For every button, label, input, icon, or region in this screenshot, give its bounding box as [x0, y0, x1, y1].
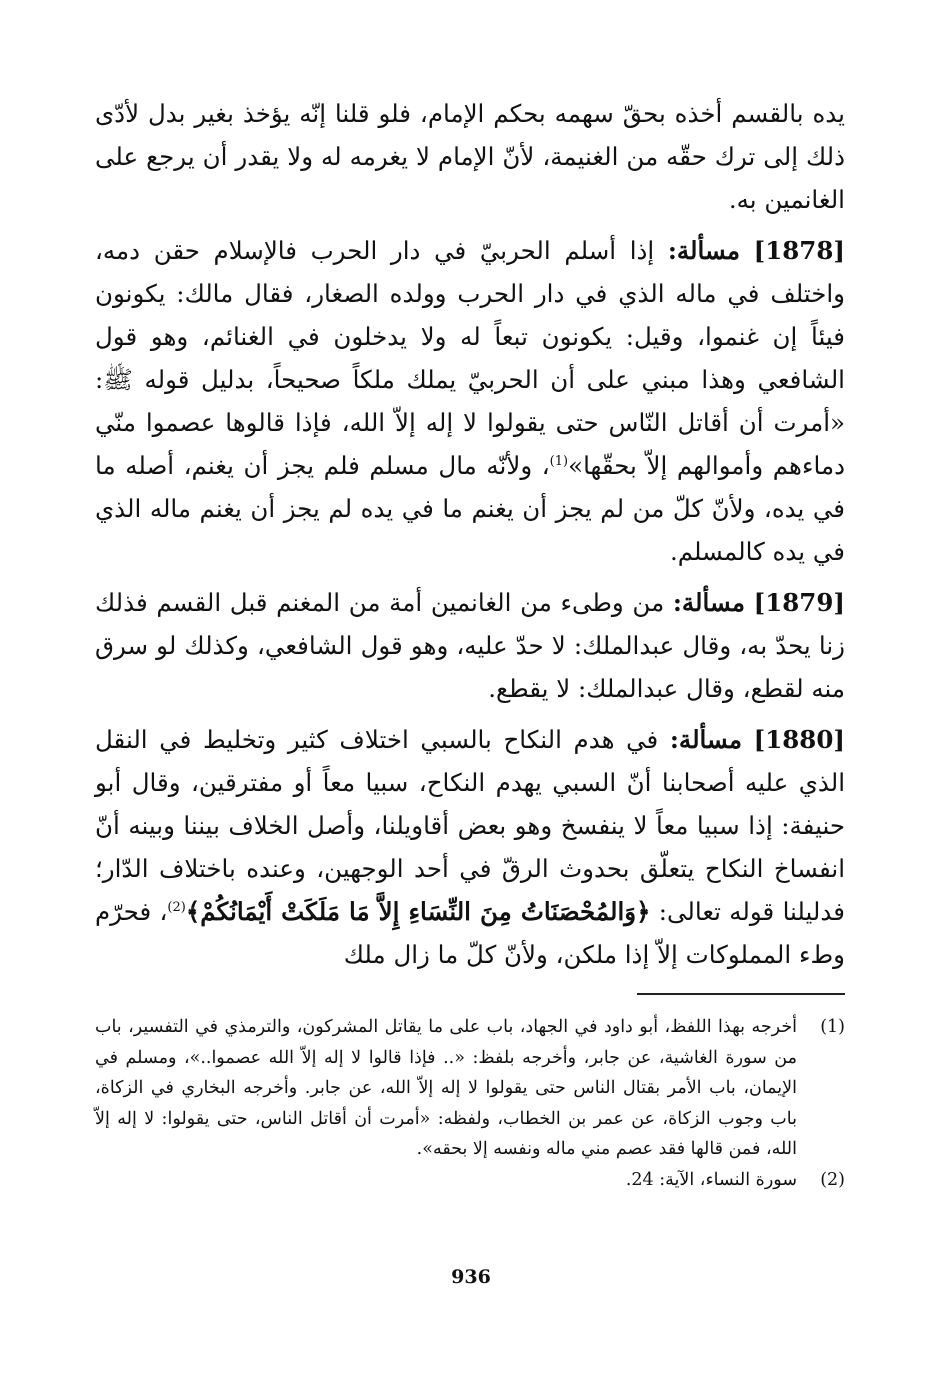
footnote-ref: (1): [549, 453, 569, 469]
main-text: [95, 92, 845, 976]
issue-number: [1880]: [753, 725, 845, 754]
footnote-text: أخرجه بهذا اللفظ، أبو داود في الجهاد، باب على ما يقاتل المشركون، والترمذي في التفسير، باب من سورة الغاشية، عن جابر، وأخرجه بلفظ: «.. فإذا قالوا لا إله إلاّ الله عصموا..»، ومسلم في الإيمان، باب الأمر بقتال الناس حتى يقولوا لا إله إلاّ الله، عن جابر. وأخرجه البخاري في الزكاة، باب وجوب الزكاة، عن عمر بن الخطاب، ولفظه: «أمرت أن أقاتل الناس، حتى يقولوا: لا إله إلاّ الله، فمن قالها فقد عصم مني ماله ونفسه إلا بحقه».: [95, 1017, 797, 1159]
footnote-text: سورة النساء، الآية: 24.: [625, 1169, 797, 1190]
issue-text: من وطىء من الغانمين أمة من المغنم قبل القسم فذلك زنا يحدّ به، وقال عبدالملك: لا حدّ عليه، وهو قول الشافعي، وكذلك لو سرق منه لقطع، وقال عبدالملك: لا يقطع.: [95, 588, 845, 703]
issue-1878: [95, 229, 845, 573]
issue-label: مسألة:: [672, 588, 745, 617]
issue-number: [1878]: [753, 236, 845, 265]
issue-label: مسألة:: [669, 725, 742, 754]
issue-label: مسألة:: [667, 236, 740, 265]
issue-text-cont: ، فحرّم وطء المملوكات إلاّ إذا ملكن، ولأنّ كلّ ما زال ملك: [95, 897, 845, 969]
quran-verse: ﴿وَالمُحْصَنَاتُ مِنَ النِّسَاءِ إِلاَّ مَا مَلَكَتْ أَيْمَانُكُمْ﴾: [185, 897, 651, 926]
issue-number: [1879]: [753, 588, 845, 617]
footnote-number: (2): [820, 1169, 845, 1190]
issue-text-cont: ، ولأنّه مال مسلم فلم يجز أن يغنم، أصله ما في يده، ولأنّ كلّ من لم يجز أن يغنم ما في يده لم يجز أن يغنم ماله الذي في يده كالمسلم.: [95, 451, 845, 566]
page-number: 936: [451, 1266, 491, 1288]
paragraph-text: يده بالقسم أخذه بحقّ سهمه بحكم الإمام، فلو قلنا إنّه يؤخذ بغير بدل لأدّى ذلك إلى ترك حقّه من الغنيمة، لأنّ الإمام لا يغرمه له ولا يقدر أن يرجع على الغانمين به.: [95, 99, 845, 214]
issue-1879: [95, 581, 845, 710]
footnote-ref: (2): [167, 899, 186, 915]
paragraph-continuation: [95, 92, 845, 221]
footnotes: [95, 1012, 845, 1195]
footnote-separator: [637, 993, 845, 995]
issue-1880: [95, 718, 845, 976]
issue-text: في هدم النكاح بالسبي اختلاف كثير وتخليط في النقل الذي عليه أصحابنا أنّ السبي يهدم النكاح، سبيا معاً أو مفترقين، وقال أبو حنيفة: إذا سبيا معاً لا ينفسخ وهو بعض أقاويلنا، وأصل الخلاف بيننا وبينه أنّ انفساخ النكاح يتعلّق بحدوث الرقّ في أحد الوجهين، وعنده باختلاف الدّار؛ فدليلنا قوله تعالى:: [95, 725, 845, 926]
issue-text: إذا أسلم الحربيّ في دار الحرب فالإسلام حقن دمه، واختلف في ماله الذي في دار الحرب وولده الصغار، فقال مالك: يكونون فيئاً إن غنموا، وقيل: يكونون تبعاً له ولا يدخلون في الغنائم، وهو قول الشافعي وهذا مبني على أن الحربيّ يملك ملكاً صحيحاً، بدليل قوله ﷺ: «أمرت أن أقاتل النّاس حتى يقولوا لا إله إلاّ الله، فإذا قالوها عصموا منّي دماءهم وأموالهم إلاّ بحقّها»: [95, 236, 845, 480]
footnote-2: [95, 1165, 845, 1196]
footnote-1: [95, 1012, 845, 1165]
footnote-number: (1): [820, 1017, 845, 1037]
